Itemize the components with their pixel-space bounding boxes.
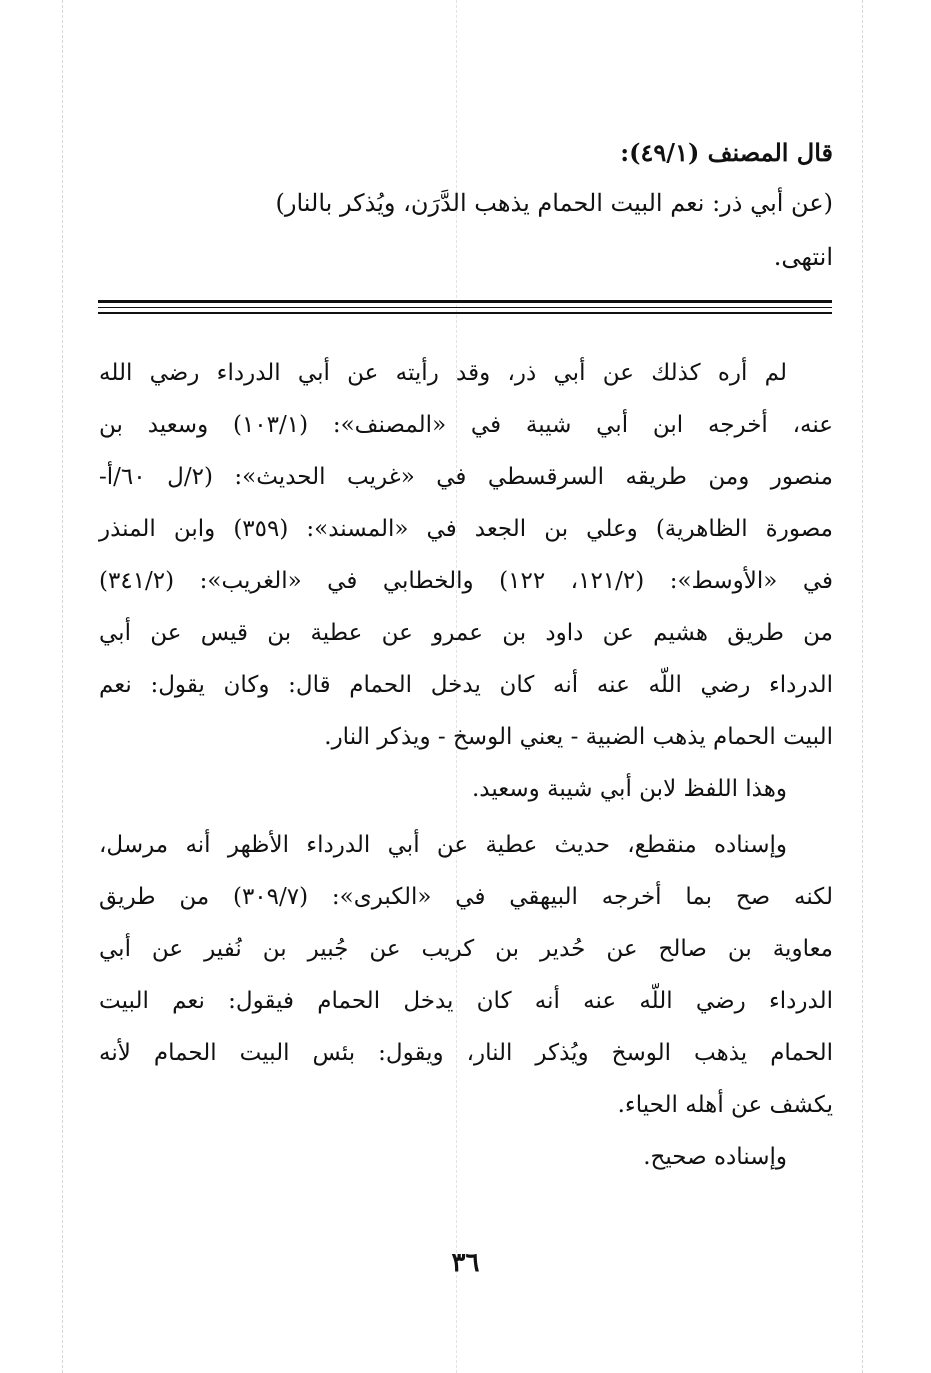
- page-number: ٣٦: [451, 1248, 480, 1278]
- text-line: البيت الحمام يذهب الضبية - يعني الوسخ - ويذكر النار.: [324, 724, 833, 750]
- text-line: وإسناده منقطع، حديث عطية عن أبي الدرداء الأظهر أنه مرسل،: [99, 832, 787, 858]
- text-line: في «الأوسط»: (١٢١/٢، ١٢٢) والخطابي في «الغريب»: (٣٤١/٢): [99, 568, 834, 594]
- text-line: لم أره كذلك عن أبي ذر، وقد رأيته عن أبي الدرداء رضي الله: [99, 360, 787, 386]
- section-heading: قال المصنف (٤٩/١):: [620, 138, 833, 167]
- text-line: عنه، أخرجه ابن أبي شيبة في «المصنف»: (١٠٣/١) وسعيد بن: [99, 412, 833, 438]
- text-line: وهذا اللفظ لابن أبي شيبة وسعيد.: [471, 776, 787, 802]
- separator-rule: [98, 312, 832, 314]
- text-line: الدرداء رضي اللّه عنه أنه كان يدخل الحمام فيقول: نعم البيت: [99, 988, 833, 1014]
- scan-guide-line: [62, 0, 63, 1373]
- text-line: يكشف عن أهله الحياء.: [617, 1092, 833, 1118]
- text-line: وإسناده صحيح.: [643, 1144, 787, 1170]
- text-line: الدرداء رضي اللّه عنه أنه كان يدخل الحمام قال: وكان يقول: نعم: [99, 672, 833, 698]
- quote-line: انتهى.: [773, 243, 833, 271]
- scan-guide-line: [862, 0, 863, 1373]
- text-line: لكنه صح بما أخرجه البيهقي في «الكبرى»: (٣٠٩/٧) من طريق: [99, 884, 833, 910]
- text-line: منصور ومن طريقه السرقسطي في «غريب الحديث»: (٢/ل ٦٠/أ-: [99, 464, 833, 490]
- text-line: من طريق هشيم عن داود بن عمرو عن عطية بن قيس عن أبي: [99, 620, 833, 646]
- separator-rule: [98, 300, 832, 303]
- separator-rule: [98, 307, 832, 308]
- commentary-text: [99, 347, 833, 1183]
- quote-line: (عن أبي ذر: نعم البيت الحمام يذهب الدَّرَن، ويُذكر بالنار): [275, 189, 833, 217]
- text-line: مصورة الظاهرية) وعلي بن الجعد في «المسند»: (٣٥٩) وابن المنذر: [99, 516, 833, 542]
- quoted-excerpt: [93, 130, 833, 284]
- text-line: معاوية بن صالح عن حُدير بن كريب عن جُبير بن نُفير عن أبي: [99, 936, 833, 962]
- text-line: الحمام يذهب الوسخ ويُذكر النار، ويقول: بئس البيت الحمام لأنه: [99, 1040, 833, 1066]
